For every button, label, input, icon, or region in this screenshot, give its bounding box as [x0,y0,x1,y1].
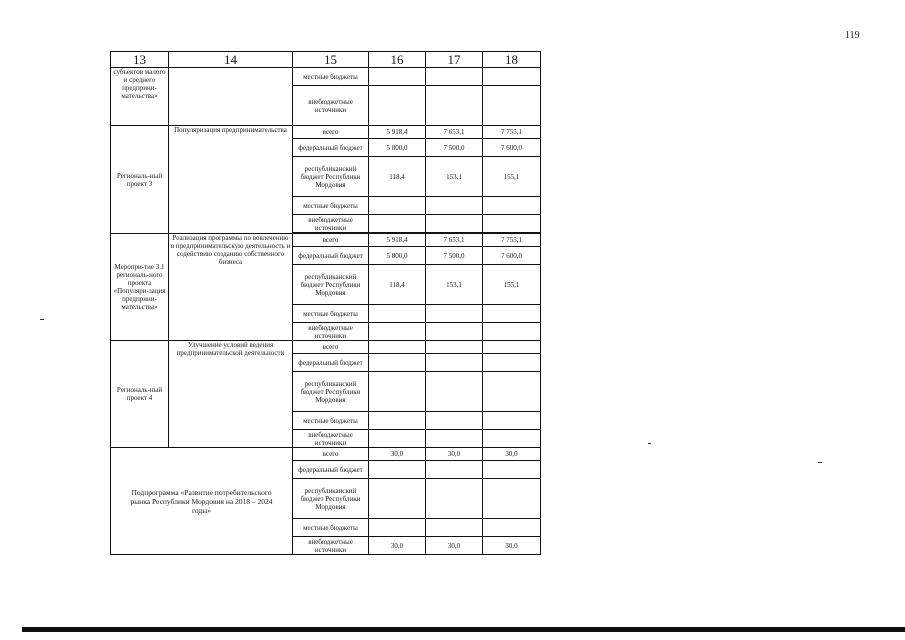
top-col13: субъектов малого и среднего предприни-мательства» [111,68,169,126]
source-label: республиканский бюджет Республики Мордовия [293,265,369,305]
value-cell: 30,0 [483,537,541,555]
value-cell: 7 600,0 [483,247,541,265]
source-label: местные бюджеты [293,305,369,323]
budget-table [110,51,541,555]
source-label: федеральный бюджет [293,247,369,265]
col-header-14: 14 [169,52,293,68]
value-cell: 7 755,1 [483,234,541,247]
value-cell: 5 918,4 [369,126,426,139]
block-col14: Реализация программы по вовлечению в предпринимательскую деятельность и содействию созданию собственного бизнеса [169,234,293,341]
value-cell: 30,0 [369,537,426,555]
source-label: федеральный бюджет [293,139,369,157]
value-cell: 7 755,1 [483,126,541,139]
source-label: внебюджетные источники [293,323,369,341]
value-cell: 30,0 [426,537,483,555]
source-label: республиканский бюджет Республики Мордовия [293,479,369,519]
block-col14: Популяризация предпринимательства [169,126,293,234]
scan-speck [40,319,44,320]
value-cell: 155,1 [483,265,541,305]
source-label: местные бюджеты [293,412,369,430]
col-header-15: 15 [293,52,369,68]
source-label: всего [293,126,369,139]
value-cell: 30,0 [483,448,541,461]
value-cell: 118,4 [369,265,426,305]
scan-speck [648,443,651,444]
source-label: внебюджетные источники [293,537,369,555]
value-cell: 5 800,0 [369,247,426,265]
source-label: республиканский бюджет Республики Мордовия [293,372,369,412]
source-label: республиканский бюджет Республики Мордовия [293,157,369,197]
table-row [111,448,541,461]
block-col13: Меропри-тие 3.1 региональ-ного проекта «Популяри-зация предприни-мательства» [111,234,169,341]
subprogram-title: Подпрограмма «Развитие потребительского рынка Республики Мордовия на 2018 – 2024 годы» [111,448,293,555]
value-cell: 30,0 [426,448,483,461]
source-label: местные бюджеты [293,197,369,215]
top-col14 [169,68,293,126]
value-cell: 30,0 [369,448,426,461]
scan-edge-rule [22,627,905,632]
value-cell: 5 800,0 [369,139,426,157]
source-label: федеральный бюджет [293,354,369,372]
col-header-17: 17 [426,52,483,68]
value-cell: 7 653,1 [426,126,483,139]
value-cell: 7 500,0 [426,247,483,265]
value-cell: 153,1 [426,265,483,305]
block-col13: Региональ-ный проект 4 [111,341,169,448]
source-label: внебюджетные источники [293,86,369,126]
block-col13: Региональ-ный проект 3 [111,126,169,234]
source-label: внебюджетные источники [293,430,369,448]
block-col14: Улучшение условий ведения предпринимательской деятельности [169,341,293,448]
col-header-16: 16 [369,52,426,68]
value-cell: 7 653,1 [426,234,483,247]
table-row [111,68,541,86]
source-label: всего [293,448,369,461]
page-number: 119 [845,30,860,41]
header-row [111,52,541,68]
value-cell: 7 600,0 [483,139,541,157]
source-label: всего [293,341,369,354]
table-row [111,234,541,247]
value-cell: 155,1 [483,157,541,197]
table-row [111,341,541,354]
col-header-13: 13 [111,52,169,68]
table-row [111,126,541,139]
source-label: федеральный бюджет [293,461,369,479]
scan-speck [818,462,822,463]
source-label: внебюджетные источники [293,215,369,233]
value-cell: 5 918,4 [369,234,426,247]
col-header-18: 18 [483,52,541,68]
source-label: местные бюджеты [293,519,369,537]
value-cell: 153,1 [426,157,483,197]
value-cell: 7 500,0 [426,139,483,157]
source-label: всего [293,234,369,247]
source-label: местные бюджеты [293,68,369,86]
value-cell: 118,4 [369,157,426,197]
